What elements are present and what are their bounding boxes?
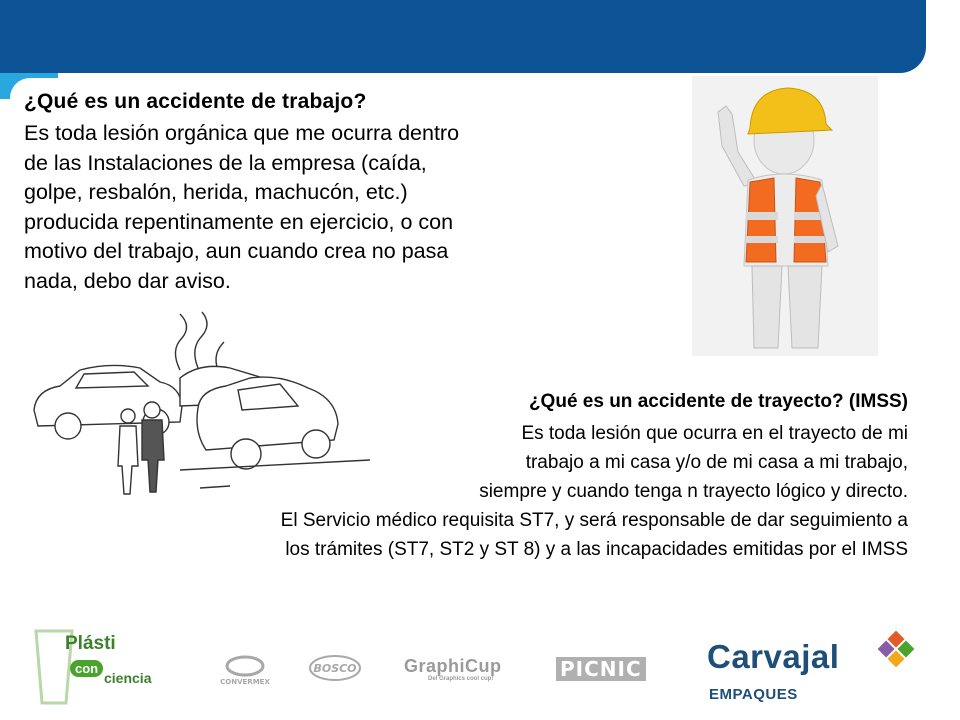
commute-accident-title: ¿Qué es un accidente de trayecto? (IMSS)	[528, 391, 908, 412]
definition-line: Es toda lesión orgánica que me ocurra dentro	[24, 121, 460, 145]
safety-worker-illustration	[692, 76, 878, 356]
worker-figure-icon	[692, 76, 878, 356]
graphicup-tagline: Del Graphics cool cup!	[428, 676, 494, 682]
work-accident-title: ¿Qué es un accidente de trabajo?	[24, 90, 367, 113]
commute-line: trabajo a mi casa y/o de mi casa a mi trabajo,	[525, 452, 908, 473]
definition-line: de las Instalaciones de la empresa (caída,	[24, 150, 427, 175]
plasticonciencia-logo-word1: Plásti	[65, 633, 116, 654]
definition-line: nada, debo dar aviso.	[24, 268, 231, 293]
commute-line: siempre y cuando tenga n trayecto lógico y directo.	[479, 481, 908, 502]
commute-line: Es toda lesión que ocurra en el trayecto de mi	[521, 423, 908, 444]
convermex-logo-text: CONVERMEX	[220, 678, 270, 686]
graphicup-logo-text: GraphiCup	[404, 656, 502, 676]
commute-line: El Servicio médico requisita ST7, y será responsable de dar seguimiento a	[280, 510, 908, 531]
definition-line: motivo del trabajo, aun cuando crea no pasa	[24, 239, 449, 263]
carvajal-empaques-text: EMPAQUES	[709, 686, 798, 703]
top-banner	[0, 0, 926, 73]
bosco-logo-icon	[306, 652, 364, 688]
definition-line: golpe, resbalón, herida, machucón, etc.)	[24, 180, 408, 204]
bosco-logo-text: BOSCO	[313, 662, 357, 675]
picnic-logo-text: PICNIC	[556, 657, 646, 681]
plasticonciencia-logo-word2: con	[70, 660, 103, 677]
definition-line: producida repentinamente en ejercicio, o con	[24, 209, 454, 234]
plasticonciencia-logo-word3: ciencia	[104, 670, 152, 686]
work-accident-definition	[24, 119, 654, 296]
carvajal-logo-text: Carvajal	[707, 638, 840, 675]
convermex-logo-icon	[216, 652, 274, 688]
commute-accident-definition	[281, 419, 908, 564]
carvajal-emblem-icon	[877, 630, 915, 668]
commute-line: los trámites (ST7, ST2 y ST 8) y a las incapacidades emitidas por el IMSS	[285, 539, 908, 560]
